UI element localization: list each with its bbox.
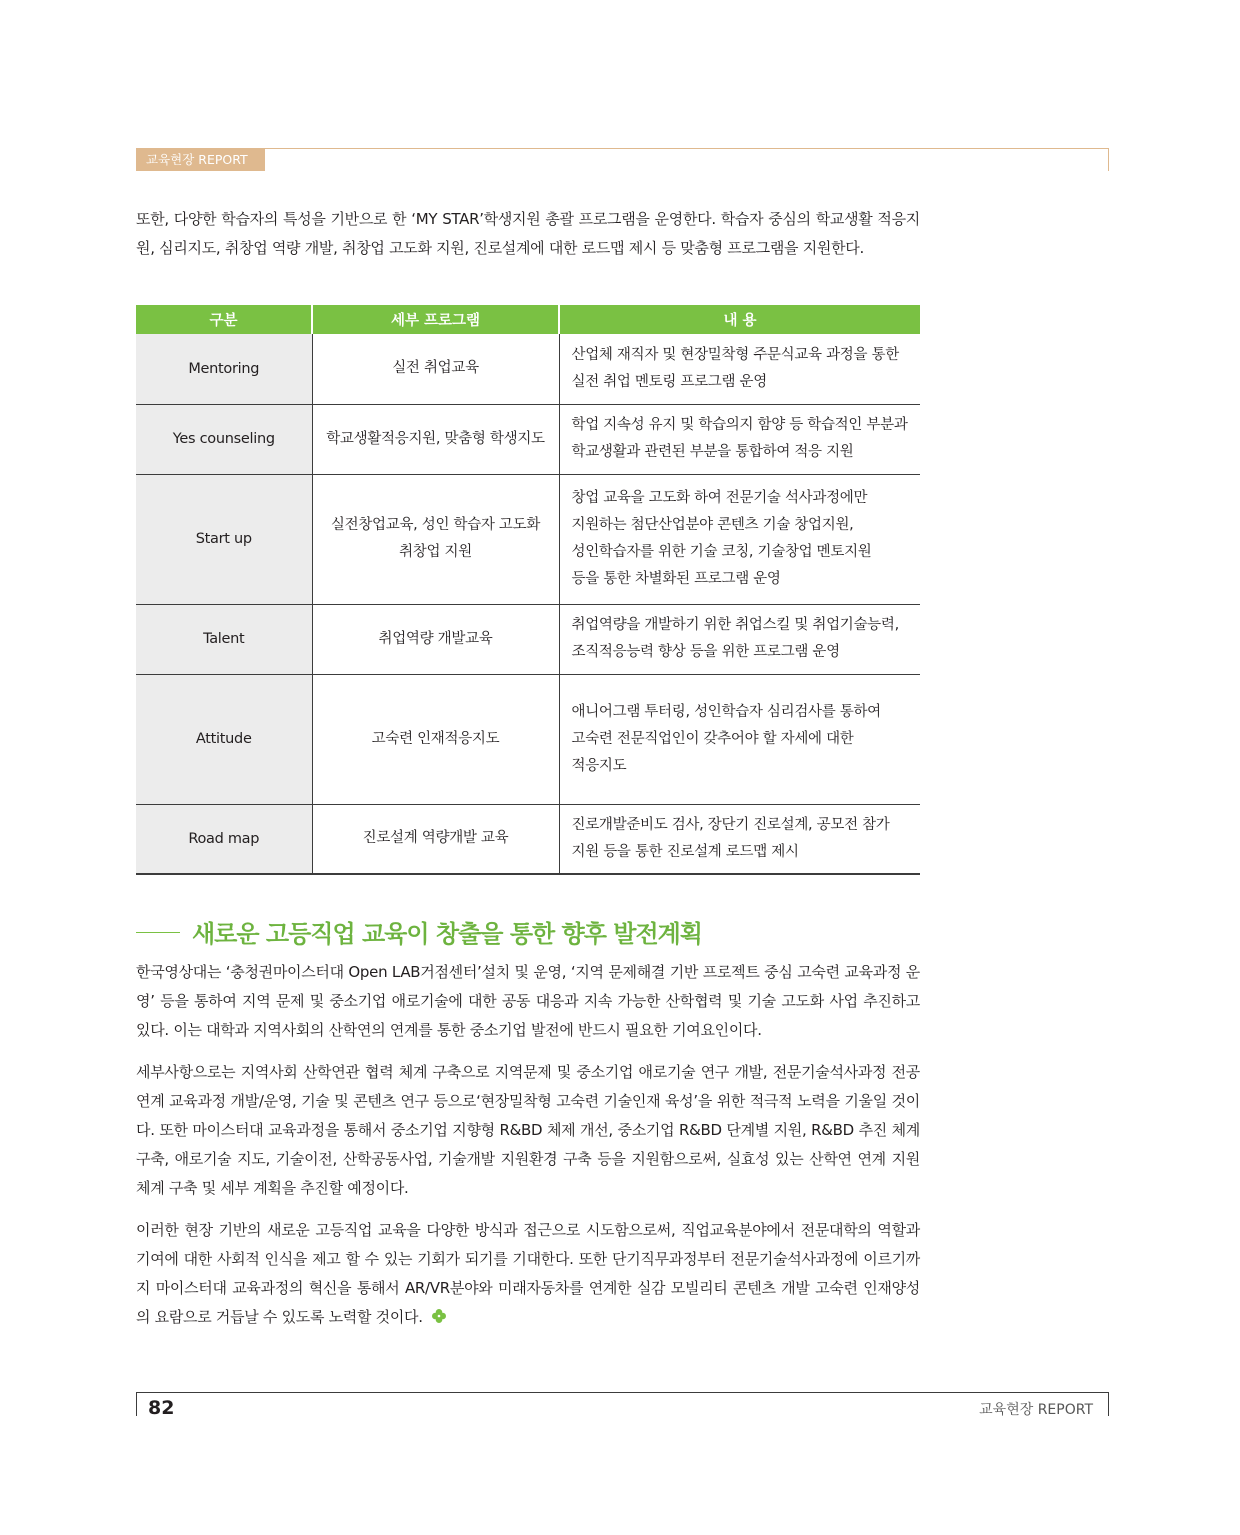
row-category: Attitude [136, 674, 312, 804]
table-row [136, 404, 920, 474]
body-paragraph-3-text: 이러한 현장 기반의 새로운 고등직업 교육을 다양한 방식과 접근으로 시도함으로써, 직업교육분야에서 전문대학의 역할과 기여에 대한 사회적 인식을 제고 할 수 있는 기회가 되기를 기대한다. 또한 단기직무과정부터 전문기술석사과정에 이르기까지 마이스터대 교육과정의 혁신을 통해서 AR/VR분야와 미래자동차를 연계한 실감 모빌리티 콘텐츠 개발 고숙련 인재양성의 요람으로 거듭날 수 있도록 노력할 것이다. [136, 1221, 920, 1326]
table-row [136, 674, 920, 804]
table-header-row [136, 305, 920, 334]
table-row [136, 334, 920, 404]
row-program: 학교생활적응지원, 맞춤형 학생지도 [312, 404, 559, 474]
footer-divider [136, 1392, 1109, 1393]
footer-divider-tick-right [1108, 1392, 1109, 1416]
row-category: Yes counseling [136, 404, 312, 474]
body-paragraph-1: 한국영상대는 ‘충청권마이스터대 Open LAB거점센터’설치 및 운영, ‘지역 문제해결 기반 프로젝트 중심 고숙련 교육과정 운영’ 등을 통하여 지역 문제 및 중소기업 애로기술에 대한 공동 대응과 지속 가능한 산학협력 및 기술 고도화 사업 추진하고 있다. 이는 대학과 지역사회의 산학연의 연계를 통한 중소기업 발전에 반드시 필요한 기여요인이다. [136, 963, 920, 1039]
body-paragraph-3 [136, 1216, 920, 1334]
row-content: 취업역량을 개발하기 위한 취업스킬 및 취업기술능력, 조직적응능력 향상 등을 위한 프로그램 운영 [559, 604, 920, 674]
header-category: 구분 [136, 305, 312, 334]
row-content: 진로개발준비도 검사, 장단기 진로설계, 공모전 참가 지원 등을 통한 진로설계 로드맵 제시 [559, 804, 920, 874]
row-category: Mentoring [136, 334, 312, 404]
header-content: 내 용 [559, 305, 920, 334]
footer-label: 교육현장 REPORT [979, 1402, 1093, 1418]
row-category: Talent [136, 604, 312, 674]
program-table [136, 305, 920, 875]
row-program: 실전창업교육, 성인 학습자 고도화 취창업 지원 [312, 474, 559, 604]
header-divider-tick [1108, 148, 1109, 171]
table-row [136, 474, 920, 604]
section-title: 새로운 고등직업 교육이 창출을 통한 향후 발전계획 [192, 920, 702, 948]
row-category: Start up [136, 474, 312, 604]
row-program: 취업역량 개발교육 [312, 604, 559, 674]
header-divider [265, 148, 1109, 149]
table-row [136, 604, 920, 674]
row-content: 창업 교육을 고도화 하여 전문기술 석사과정에만 지원하는 첨단산업분야 콘텐츠 기술 창업지원, 성인학습자를 위한 기술 코칭, 기술창업 멘토지원 등을 통한 차별화된 프로그램 운영 [559, 474, 920, 604]
row-content: 산업체 재직자 및 현장밀착형 주문식교육 과정을 통한 실전 취업 멘토링 프로그램 운영 [559, 334, 920, 404]
section-tag: 교육현장 REPORT [136, 148, 265, 171]
row-program: 진로설계 역량개발 교육 [312, 804, 559, 874]
row-category: Road map [136, 804, 312, 874]
section-title-line [136, 932, 180, 933]
row-content: 학업 지속성 유지 및 학습의지 함양 등 학습적인 부분과 학교생활과 관련된 부분을 통합하여 적응 지원 [559, 404, 920, 474]
page-number: 82 [148, 1397, 175, 1419]
header-program: 세부 프로그램 [312, 305, 559, 334]
clover-icon [431, 1305, 447, 1334]
footer-divider-tick-left [136, 1392, 137, 1416]
table-row [136, 804, 920, 874]
row-program: 고숙련 인재적응지도 [312, 674, 559, 804]
row-content: 애니어그램 투터링, 성인학습자 심리검사를 통하여 고숙련 전문직업인이 갖추어야 할 자세에 대한 적응지도 [559, 674, 920, 804]
body-paragraph-2: 세부사항으로는 지역사회 산학연관 협력 체계 구축으로 지역문제 및 중소기업 애로기술 연구 개발, 전문기술석사과정 전공연계 교육과정 개발/운영, 기술 및 콘텐츠 연구 등으로‘현장밀착형 고숙련 기술인재 육성’을 위한 적극적 노력을 기울일 것이다. 또한 마이스터대 교육과정을 통해서 중소기업 지향형 R&BD 체제 개선, 중소기업 R&BD 단계별 지원, R&BD 추진 체계 구축, 애로기술 지도, 기술이전, 산학공동사업, 기술개발 지원환경 구축 등을 지원함으로써, 실효성 있는 산학연 연계 지원 체계 구축 및 세부 계획을 추진할 예정이다. [136, 1063, 920, 1197]
intro-paragraph: 또한, 다양한 학습자의 특성을 기반으로 한 ‘MY STAR’학생지원 총괄 프로그램을 운영한다. 학습자 중심의 학교생활 적응지원, 심리지도, 취창업 역량 개발, 취창업 고도화 지원, 진로설계에 대한 로드맵 제시 등 맞춤형 프로그램을 지원한다. [136, 210, 920, 257]
row-program: 실전 취업교육 [312, 334, 559, 404]
